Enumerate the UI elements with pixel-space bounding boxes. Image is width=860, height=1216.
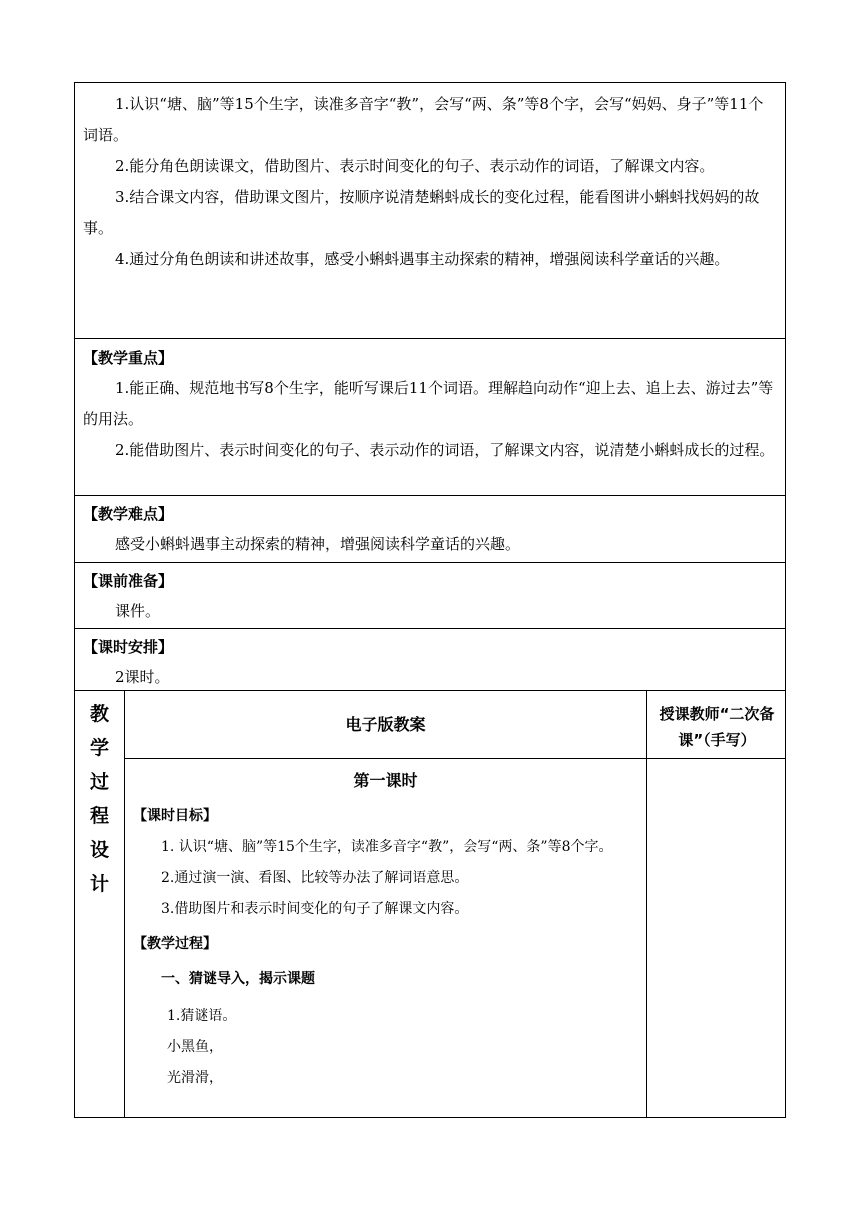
schedule-text: 2课时。 — [115, 668, 170, 686]
step1-heading: 一、猜谜导入，揭示课题 — [161, 971, 315, 987]
key-point-1: 1.能正确、规范地书写8个生字，能听写课后11个词语。理解趋向动作“迎上去、追上去、游过去”等的用法。 — [83, 379, 774, 428]
lesson-plan-document — [74, 82, 786, 690]
key-point-2: 2.能借助图片、表示时间变化的句子、表示动作的词语，了解课文内容，说清楚小蝌蚪成长的过程。 — [115, 441, 775, 459]
side-char: 教 — [89, 703, 109, 725]
column-divider — [646, 691, 647, 1117]
side-char: 程 — [89, 805, 109, 827]
notes-column-header: 授课教师“二次备课”（手写） — [659, 705, 775, 749]
objectives-section — [74, 82, 786, 338]
preparation-section — [74, 562, 786, 628]
process-heading: 【教学过程】 — [133, 936, 217, 952]
main-column-header: 电子版教案 — [345, 715, 426, 734]
goal-1: 1. 认识“塘、脑”等15个生字，读准多音字“教”，会写“两、条”等8个字。 — [161, 839, 613, 855]
preparation-heading: 【课前准备】 — [83, 572, 174, 590]
schedule-heading: 【课时安排】 — [83, 638, 174, 656]
side-char: 设 — [89, 839, 109, 861]
teaching-process-table — [74, 690, 786, 1118]
step1-item: 1.猜谜语。 — [167, 1008, 237, 1024]
goal-3: 3.借助图片和表示时间变化的句子了解课文内容。 — [161, 901, 469, 917]
lesson-content — [125, 761, 646, 1094]
difficulties-section — [74, 495, 786, 562]
key-points-heading: 【教学重点】 — [83, 349, 174, 367]
objective-4: 4.通过分角色朗读和讲述故事，感受小蝌蚪遇事主动探索的精神，增强阅读科学童话的兴趣。 — [115, 250, 730, 268]
objective-3: 3.结合课文内容，借助课文图片，按顺序说清楚蝌蚪成长的变化过程，能看图讲小蝌蚪找妈妈的故事。 — [83, 188, 760, 237]
difficulties-text: 感受小蝌蚪遇事主动探索的精神，增强阅读科学童话的兴趣。 — [115, 535, 521, 553]
objective-1: 1.认识“塘、脑”等15个生字，读准多音字“教”，会写“两、条”等8个字，会写“妈妈、身子”等11个词语。 — [83, 95, 764, 144]
header-divider — [124, 758, 785, 759]
preparation-text: 课件。 — [115, 602, 161, 620]
side-char: 计 — [89, 873, 109, 895]
side-char: 学 — [89, 737, 109, 759]
process-side-label — [75, 697, 124, 901]
goal-2: 2.通过演一演、看图、比较等办法了解词语意思。 — [161, 870, 469, 886]
goal-heading: 【课时目标】 — [133, 808, 217, 824]
lesson-title: 第一课时 — [353, 771, 418, 790]
key-points-section — [74, 338, 786, 495]
side-char: 过 — [89, 771, 109, 793]
riddle-line: 小黑鱼， — [167, 1039, 223, 1055]
difficulties-heading: 【教学难点】 — [83, 505, 174, 523]
schedule-section — [74, 628, 786, 690]
riddle-line: 光滑滑， — [167, 1070, 223, 1086]
objective-2: 2.能分角色朗读课文，借助图片、表示时间变化的句子、表示动作的词语，了解课文内容。 — [115, 157, 715, 175]
